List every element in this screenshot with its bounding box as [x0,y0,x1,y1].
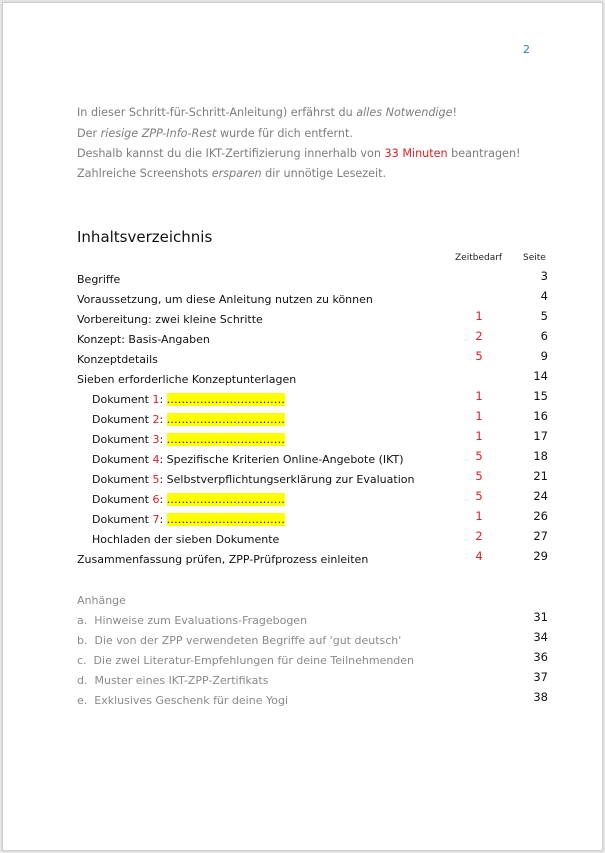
appendix-item-page: 31 [533,610,548,624]
toc-entry-page: 15 [533,389,548,403]
appendix-title: Anhänge [77,594,126,607]
intro-line-1: In dieser Schritt-für-Schritt-Anleitung) erfährst du alles Notwendige! [77,106,458,119]
toc-entry-page: 6 [540,329,548,343]
placeholder-highlight: ................................ [166,513,285,526]
toc-entry[interactable]: Voraussetzung, um diese Anleitung nutzen zu können [77,293,373,306]
toc-entry-page: 3 [540,269,548,283]
toc-entry-time: 5 [475,349,483,363]
toc-entry-time: 5 [475,449,483,463]
placeholder-highlight: ................................ [166,493,285,506]
document-page [2,2,603,851]
intro-line-4: Zahlreiche Screenshots ersparen dir unnötige Lesezeit. [77,167,387,180]
toc-entry-time: 5 [475,469,483,483]
placeholder-highlight: ................................ [166,433,285,446]
toc-entry-page: 17 [533,429,548,443]
toc-entry-time: 1 [475,409,483,423]
toc-entry-page: 21 [533,469,548,483]
column-header-page: Seite [523,253,546,263]
toc-entry-summary[interactable]: Zusammenfassung prüfen, ZPP-Prüfprozess einleiten [77,553,369,566]
appendix-item-e[interactable]: e. Exklusives Geschenk für deine Yogi [77,694,288,707]
toc-entry-page: 5 [540,309,548,323]
appendix-item-page: 34 [533,630,548,644]
toc-entry-time: 4 [475,549,483,563]
toc-entry-time: 2 [475,529,483,543]
toc-entry-page: 27 [533,529,548,543]
toc-document-1[interactable]: Dokument 1: ................................ [92,393,285,406]
appendix-item-page: 38 [533,690,548,704]
toc-document-5[interactable]: Dokument 5: Selbstverpflichtungserklärung zur Evaluation [92,473,415,486]
toc-document-7[interactable]: Dokument 7: ................................ [92,513,285,526]
toc-entry-page: 29 [533,549,548,563]
intro-line-2: Der riesige ZPP-Info-Rest wurde für dich entfernt. [77,127,353,140]
appendix-item-a[interactable]: a. Hinweise zum Evaluations-Fragebogen [77,614,308,627]
toc-entry[interactable]: Sieben erforderliche Konzeptunterlagen [77,373,297,386]
toc-entry-time: 1 [475,309,483,323]
toc-entry-page: 24 [533,489,548,503]
toc-entry-time: 2 [475,329,483,343]
toc-entry-page: 26 [533,509,548,523]
toc-entry-page: 9 [540,349,548,363]
toc-document-2[interactable]: Dokument 2: ................................ [92,413,285,426]
appendix-item-d[interactable]: d. Muster eines IKT-ZPP-Zertifikats [77,674,269,687]
toc-entry[interactable]: Konzeptdetails [77,353,158,366]
placeholder-highlight: ................................ [166,413,285,426]
toc-entry[interactable]: Begriffe [77,273,121,286]
toc-document-6[interactable]: Dokument 6: ................................ [92,493,285,506]
column-header-time: Zeitbedarf [455,253,503,263]
toc-title: Inhaltsverzeichnis [77,228,213,246]
toc-entry-page: 4 [540,289,548,303]
toc-entry-page: 16 [533,409,548,423]
toc-entry-time: 5 [475,489,483,503]
toc-entry-page: 18 [533,449,548,463]
toc-entry-upload[interactable]: Hochladen der sieben Dokumente [92,533,280,546]
toc-document-4[interactable]: Dokument 4: Spezifische Kriterien Online-Angebote (IKT) [92,453,404,466]
toc-entry-time: 1 [475,509,483,523]
appendix-item-page: 36 [533,650,548,664]
appendix-item-page: 37 [533,670,548,684]
intro-line-3: Deshalb kannst du die IKT-Zertifizierung innerhalb von 33 Minuten beantragen! [77,147,521,160]
toc-entry-time: 1 [475,429,483,443]
appendix-item-c[interactable]: c. Die zwei Literatur-Empfehlungen für deine Teilnehmenden [77,654,415,667]
page-number: 2 [523,43,530,56]
toc-entry[interactable]: Vorbereitung: zwei kleine Schritte [77,313,263,326]
toc-entry-time: 1 [475,389,483,403]
toc-entry[interactable]: Konzept: Basis-Angaben [77,333,210,346]
toc-document-3[interactable]: Dokument 3: ................................ [92,433,285,446]
appendix-item-b[interactable]: b. Die von der ZPP verwendeten Begriffe auf 'gut deutsch' [77,634,402,647]
placeholder-highlight: ................................ [166,393,285,406]
toc-entry-page: 14 [533,369,548,383]
